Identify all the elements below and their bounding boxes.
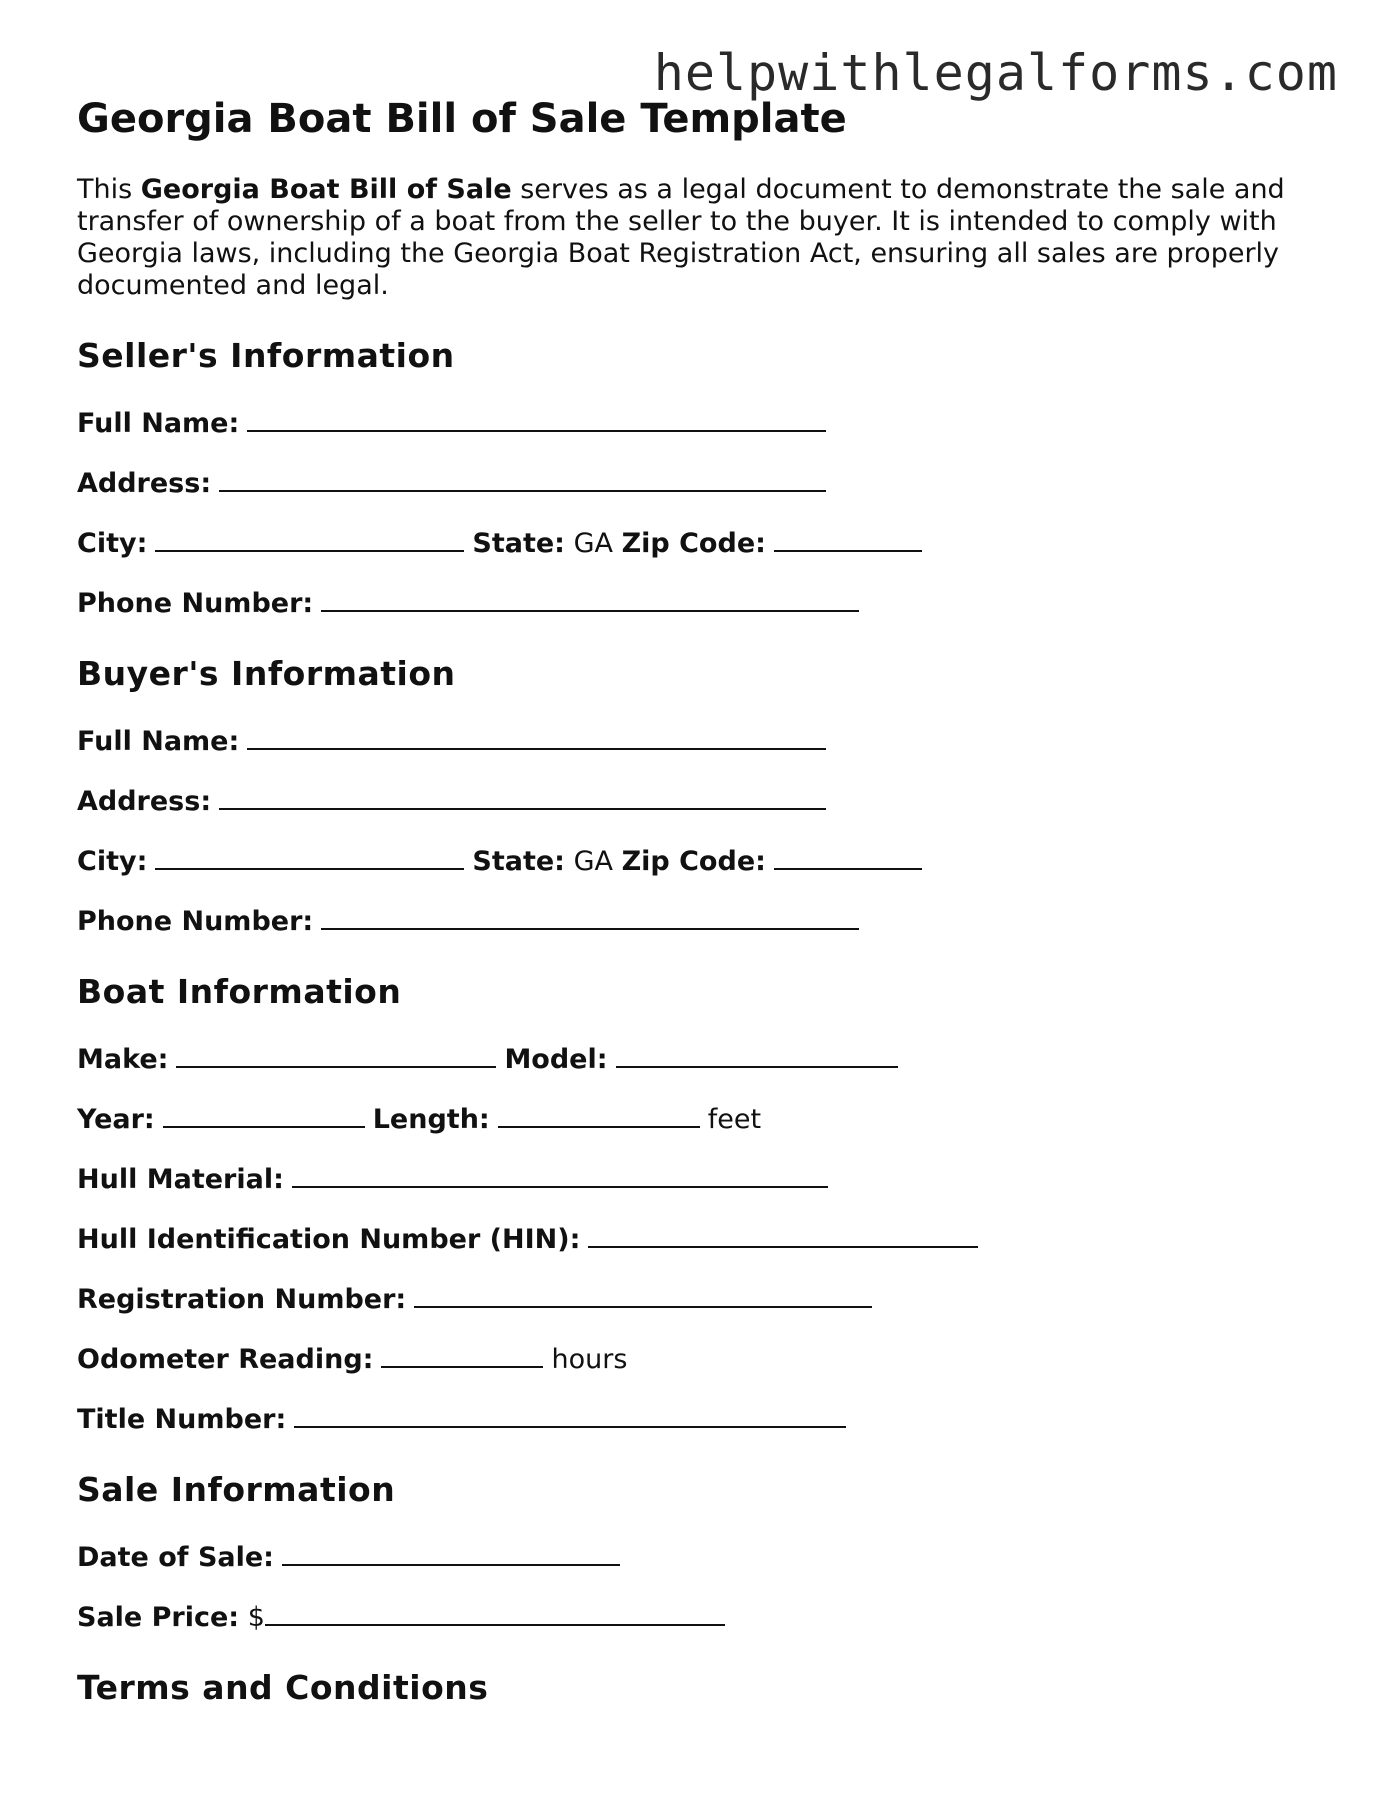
boat-odometer-row (77, 1336, 1327, 1376)
seller-city-field[interactable] (155, 520, 464, 552)
seller-address-label: Address: (77, 468, 212, 499)
seller-state-value: GA (573, 528, 613, 559)
buyer-full-name-row (77, 718, 1327, 758)
buyer-city-field[interactable] (155, 838, 464, 870)
page-title: Georgia Boat Bill of Sale Template (77, 96, 847, 142)
boat-hull-material-row (77, 1156, 1327, 1196)
buyer-full-name-label: Full Name: (77, 726, 240, 757)
boat-make-label: Make: (77, 1044, 169, 1075)
sale-date-field[interactable] (282, 1534, 620, 1566)
sale-date-label: Date of Sale: (77, 1542, 274, 1573)
buyer-state-label: State: (472, 846, 565, 877)
buyer-zip-label: Zip Code: (621, 846, 766, 877)
terms-heading: Terms and Conditions (77, 1668, 489, 1707)
seller-zip-field[interactable] (774, 520, 922, 552)
seller-address-row (77, 460, 1327, 500)
boat-hull-material-field[interactable] (292, 1156, 828, 1188)
watermark: helpwithlegalforms.com (653, 44, 1338, 102)
seller-state-label: State: (472, 528, 565, 559)
boat-length-label: Length: (372, 1104, 490, 1135)
buyer-city-row (77, 838, 1327, 878)
buyer-full-name-field[interactable] (247, 718, 826, 750)
buyer-heading: Buyer's Information (77, 654, 456, 693)
boat-odometer-unit: hours (551, 1344, 628, 1375)
boat-registration-field[interactable] (414, 1276, 872, 1308)
boat-heading: Boat Information (77, 972, 402, 1011)
boat-length-unit: feet (707, 1104, 762, 1135)
buyer-phone-label: Phone Number: (77, 906, 314, 937)
seller-city-label: City: (77, 528, 148, 559)
boat-odometer-label: Odometer Reading: (77, 1344, 374, 1375)
boat-hin-label: Hull Identification Number (HIN): (77, 1224, 581, 1255)
document-body (77, 94, 1327, 1708)
seller-full-name-row (77, 400, 1327, 440)
boat-make-model-row (77, 1036, 1327, 1076)
intro-prefix: This (77, 174, 141, 205)
boat-title-number-row (77, 1396, 1327, 1436)
seller-zip-label: Zip Code: (621, 528, 766, 559)
boat-odometer-field[interactable] (381, 1336, 543, 1368)
boat-year-label: Year: (77, 1104, 155, 1135)
intro-paragraph (77, 174, 1317, 302)
buyer-phone-row (77, 898, 1327, 938)
sale-price-label: Sale Price: (77, 1602, 240, 1633)
boat-title-number-field[interactable] (294, 1396, 846, 1428)
boat-title-number-label: Title Number: (77, 1404, 287, 1435)
boat-make-field[interactable] (176, 1036, 496, 1068)
buyer-address-row (77, 778, 1327, 818)
boat-registration-row (77, 1276, 1327, 1316)
buyer-address-label: Address: (77, 786, 212, 817)
sale-price-row (77, 1594, 1327, 1634)
boat-year-field[interactable] (163, 1096, 365, 1128)
boat-registration-label: Registration Number: (77, 1284, 407, 1315)
seller-address-field[interactable] (219, 460, 826, 492)
seller-phone-row (77, 580, 1327, 620)
boat-hin-field[interactable] (588, 1216, 978, 1248)
boat-model-field[interactable] (616, 1036, 898, 1068)
boat-year-length-row (77, 1096, 1327, 1136)
boat-hull-material-label: Hull Material: (77, 1164, 284, 1195)
buyer-zip-field[interactable] (774, 838, 922, 870)
sale-heading: Sale Information (77, 1470, 396, 1509)
intro-bold: Georgia Boat Bill of Sale (140, 174, 512, 205)
buyer-state-value: GA (573, 846, 613, 877)
intro-suffix: serves as a legal document to demonstrate the sale and transfer of ownership of a boat from the seller to the buyer. It is intended to comply with Georgia laws, including the Georgia Boat Registration Act, ensuring all sales are properly documented and legal. (77, 174, 1285, 301)
sale-currency-symbol: $ (247, 1602, 265, 1633)
seller-city-row (77, 520, 1327, 560)
sale-date-row (77, 1534, 1327, 1574)
seller-full-name-field[interactable] (247, 400, 826, 432)
boat-hin-row (77, 1216, 1327, 1256)
buyer-city-label: City: (77, 846, 148, 877)
sale-price-field[interactable] (265, 1594, 725, 1626)
seller-heading: Seller's Information (77, 336, 455, 375)
buyer-address-field[interactable] (219, 778, 826, 810)
boat-length-field[interactable] (498, 1096, 700, 1128)
boat-model-label: Model: (504, 1044, 608, 1075)
seller-full-name-label: Full Name: (77, 408, 240, 439)
seller-phone-field[interactable] (321, 580, 859, 612)
seller-phone-label: Phone Number: (77, 588, 314, 619)
buyer-phone-field[interactable] (321, 898, 859, 930)
